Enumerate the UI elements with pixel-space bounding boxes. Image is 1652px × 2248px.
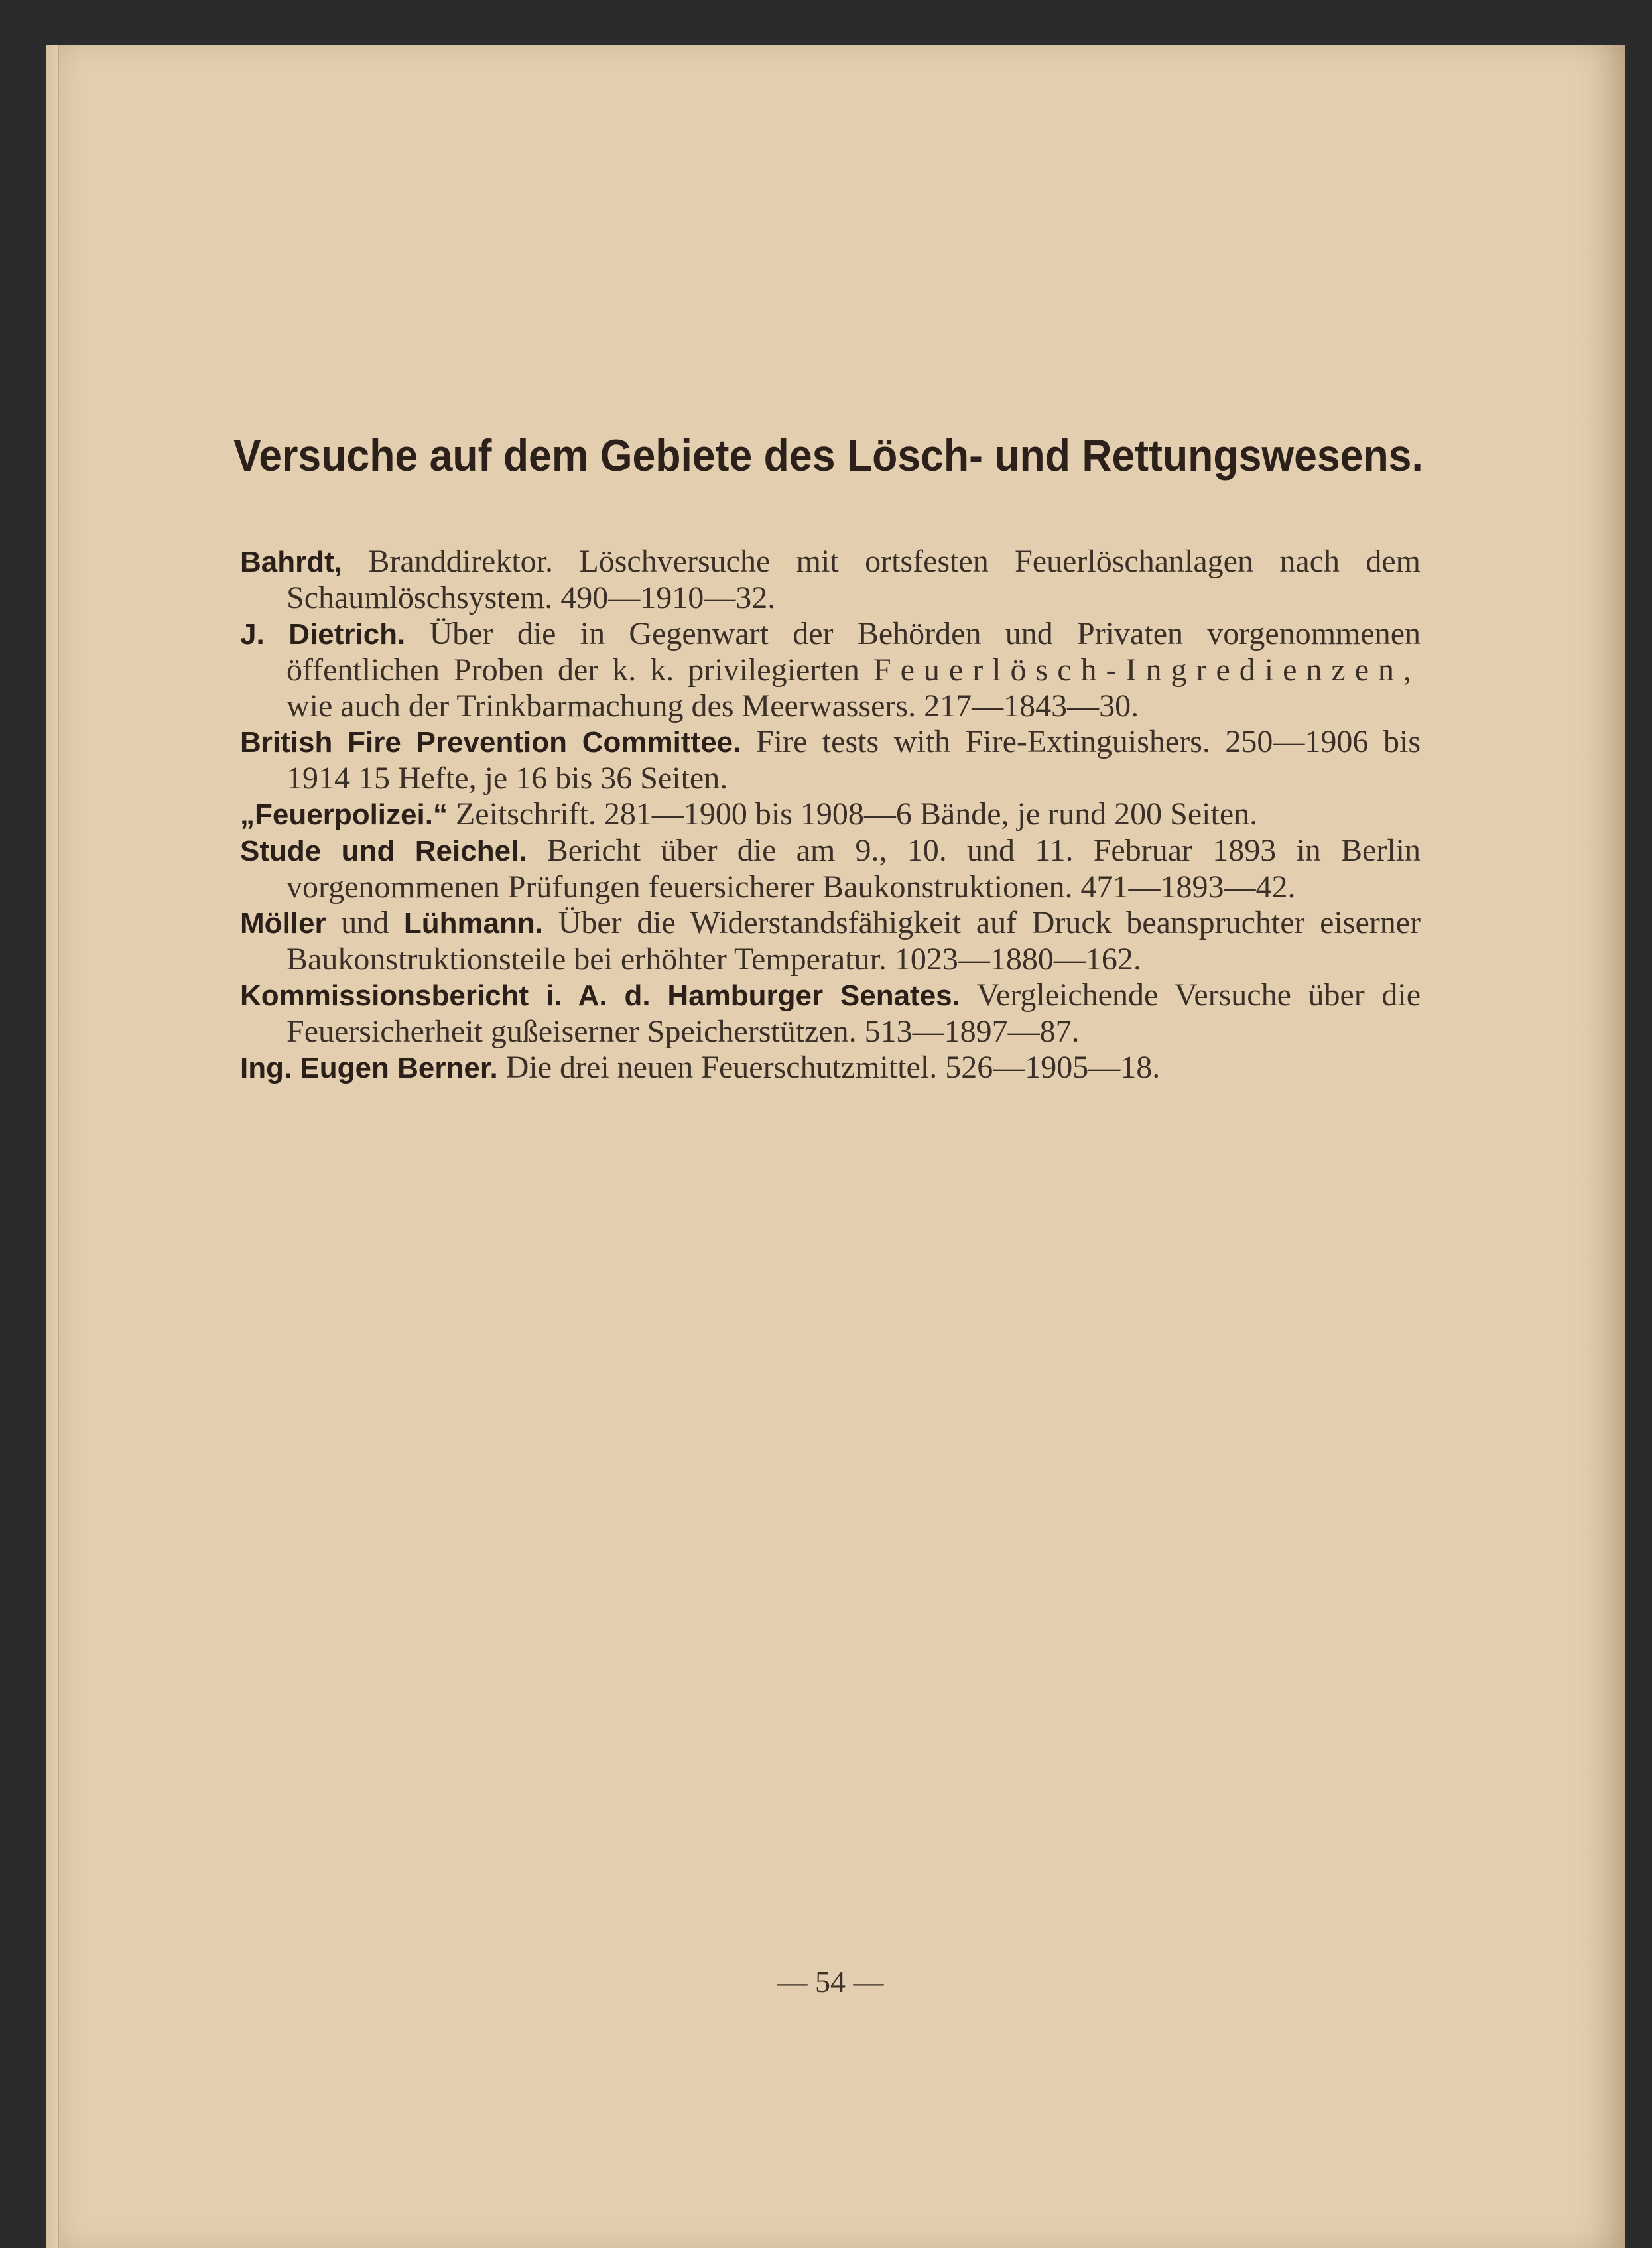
entry-text: Vergleichende Versuche über die Feuersicherheit gußeiserner Speicherstützen. 513—1897—87. (286, 977, 1421, 1049)
bibliography-entry (240, 833, 1421, 905)
entry-author: J. Dietrich. (240, 618, 406, 651)
entry-spaced-text: Feuerlösch-Ingredienzen, (873, 653, 1421, 688)
document-page (46, 45, 1625, 2248)
entry-author: Ing. Eugen Berner. (240, 1052, 498, 1084)
entry-text: Die drei neuen Feuerschutzmittel. 526—1905—18. (505, 1050, 1161, 1085)
entry-author: Stude und Reichel. (240, 835, 527, 867)
bibliography-entry (240, 1050, 1421, 1086)
bibliography-entry (240, 905, 1421, 977)
entry-author: Möller (240, 907, 326, 940)
entry-author: Kommissionsbericht i. A. d. Hamburger Senates. (240, 979, 960, 1012)
entry-text: Branddirektor. Löschversuche mit ortsfesten Feuerlöschanlagen nach dem Schaumlöschsystem. 490—1910—32. (286, 544, 1421, 615)
entry-text: Fire tests with Fire-Extinguishers. 250—1906 bis 1914 15 Hefte, je 16 bis 36 Seiten. (286, 724, 1421, 796)
bibliography-entry (240, 977, 1421, 1050)
bibliography-entry (240, 724, 1421, 796)
entry-text: Über die in Gegenwart der Behörden und Privaten vorgenommenen öffentlichen Proben der k. k. privilegierten (286, 616, 1421, 688)
entry-author: „Feuerpolizei.“ (240, 798, 448, 831)
entry-text: wie auch der Trinkbarmachung des Meerwassers. 217—1843—30. (286, 688, 1139, 723)
page-number: — 54 — (777, 1965, 884, 1999)
entry-text: Zeitschrift. 281—1900 bis 1908—6 Bände, je rund 200 Seiten. (455, 796, 1258, 832)
entry-author-2: Lühmann. (403, 907, 544, 940)
entry-text: Bericht über die am 9., 10. und 11. Februar 1893 in Berlin vorgenommenen Prüfungen feuersicherer Baukonstruktionen. 471—1893—42. (286, 833, 1421, 905)
section-heading: Versuche auf dem Gebiete des Lösch- und Rettungswesens. (233, 430, 1423, 481)
bibliography-entry (240, 796, 1421, 833)
bibliography-list (240, 544, 1421, 1086)
bibliography-entry (240, 616, 1421, 724)
entry-author: British Fire Prevention Committee. (240, 726, 741, 759)
bibliography-entry (240, 544, 1421, 616)
spine-shadow (1592, 45, 1625, 2248)
page-edge (46, 45, 59, 2248)
entry-text: Über die Widerstandsfähigkeit auf Druck beanspruchter eiserner Baukonstruktionsteile bei erhöhter Temperatur. 1023—1880—162. (286, 905, 1421, 977)
entry-connector: und (341, 905, 389, 940)
entry-author: Bahrdt, (240, 546, 342, 578)
